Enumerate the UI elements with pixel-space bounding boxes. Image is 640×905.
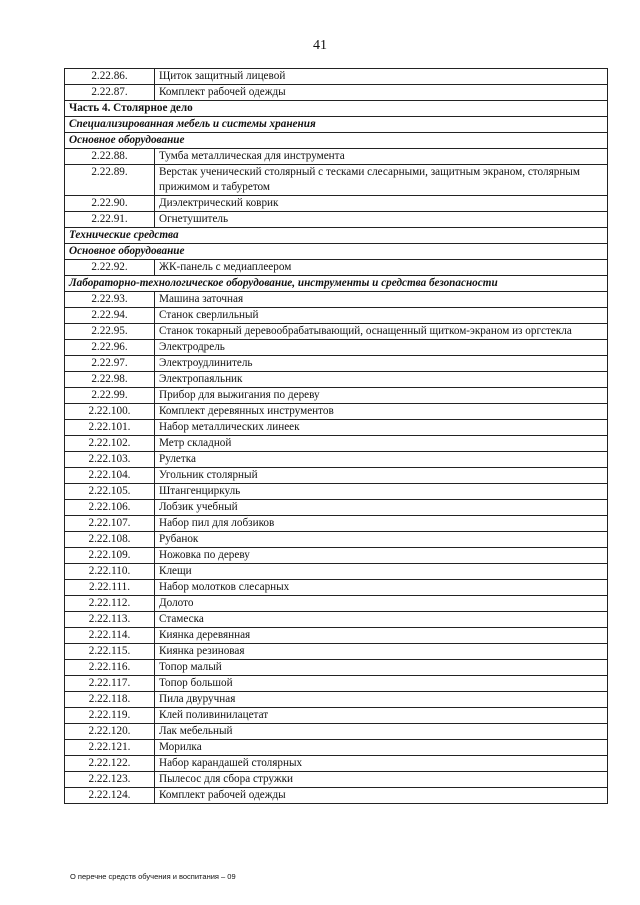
item-name: Комплект деревянных инструментов (155, 404, 608, 420)
item-number: 2.22.100. (65, 404, 155, 420)
table-row (65, 756, 608, 772)
item-name: Электропаяльник (155, 372, 608, 388)
table-row (65, 308, 608, 324)
item-name: Топор большой (155, 676, 608, 692)
item-number: 2.22.118. (65, 692, 155, 708)
footer-note: О перечне средств обучения и воспитания – 09 (70, 872, 236, 881)
item-name: Набор молотков слесарных (155, 580, 608, 596)
table-row (65, 340, 608, 356)
equipment-table (64, 68, 608, 804)
item-number: 2.22.101. (65, 420, 155, 436)
item-name: Щиток защитный лицевой (155, 69, 608, 85)
table-row (65, 500, 608, 516)
item-number: 2.22.123. (65, 772, 155, 788)
item-number: 2.22.121. (65, 740, 155, 756)
item-name: Набор карандашей столярных (155, 756, 608, 772)
table-row (65, 165, 608, 196)
table-row (65, 724, 608, 740)
item-name: Штангенциркуль (155, 484, 608, 500)
item-number: 2.22.97. (65, 356, 155, 372)
item-number: 2.22.109. (65, 548, 155, 564)
item-number: 2.22.110. (65, 564, 155, 580)
subsection-header-row (65, 117, 608, 133)
table-row (65, 468, 608, 484)
table-row (65, 292, 608, 308)
table-row (65, 420, 608, 436)
table-row (65, 612, 608, 628)
subsection-title: Основное оборудование (65, 133, 608, 149)
table-row (65, 85, 608, 101)
equipment-table-body (65, 69, 608, 804)
table-row (65, 484, 608, 500)
item-number: 2.22.122. (65, 756, 155, 772)
item-number: 2.22.89. (65, 165, 155, 196)
item-name: Огнетушитель (155, 212, 608, 228)
item-name: Диэлектрический коврик (155, 196, 608, 212)
table-row (65, 596, 608, 612)
item-number: 2.22.108. (65, 532, 155, 548)
item-number: 2.22.94. (65, 308, 155, 324)
item-name: Станок сверлильный (155, 308, 608, 324)
page-number: 41 (313, 38, 327, 53)
item-number: 2.22.95. (65, 324, 155, 340)
item-number: 2.22.111. (65, 580, 155, 596)
item-number: 2.22.86. (65, 69, 155, 85)
item-number: 2.22.113. (65, 612, 155, 628)
item-number: 2.22.107. (65, 516, 155, 532)
subsection-title: Основное оборудование (65, 244, 608, 260)
subsection-header-row (65, 228, 608, 244)
table-row (65, 564, 608, 580)
table-row (65, 676, 608, 692)
item-name: Электроудлинитель (155, 356, 608, 372)
item-number: 2.22.117. (65, 676, 155, 692)
item-number: 2.22.98. (65, 372, 155, 388)
table-row (65, 708, 608, 724)
item-number: 2.22.119. (65, 708, 155, 724)
item-number: 2.22.124. (65, 788, 155, 804)
item-name: Стамеска (155, 612, 608, 628)
item-number: 2.22.88. (65, 149, 155, 165)
table-row (65, 436, 608, 452)
item-name: Верстак ученический столярный с тесками слесарными, защитным экраном, столярным прижимом и табуретом (155, 165, 608, 196)
table-row (65, 660, 608, 676)
table-row (65, 692, 608, 708)
table-row (65, 372, 608, 388)
item-name: Электродрель (155, 340, 608, 356)
item-name: Прибор для выжигания по дереву (155, 388, 608, 404)
item-number: 2.22.93. (65, 292, 155, 308)
item-name: Пила двуручная (155, 692, 608, 708)
item-name: Комплект рабочей одежды (155, 788, 608, 804)
table-row (65, 580, 608, 596)
table-row (65, 772, 608, 788)
item-name: Комплект рабочей одежды (155, 85, 608, 101)
item-name: Станок токарный деревообрабатывающий, оснащенный щитком-экраном из оргстекла (155, 324, 608, 340)
item-name: ЖК-панель с медиаплеером (155, 260, 608, 276)
item-name: Тумба металлическая для инструмента (155, 149, 608, 165)
item-name: Топор малый (155, 660, 608, 676)
table-row (65, 644, 608, 660)
table-row (65, 260, 608, 276)
item-name: Рулетка (155, 452, 608, 468)
table-row (65, 212, 608, 228)
item-name: Набор пил для лобзиков (155, 516, 608, 532)
item-name: Пылесос для сбора стружки (155, 772, 608, 788)
item-number: 2.22.120. (65, 724, 155, 740)
table-row (65, 388, 608, 404)
table-row (65, 69, 608, 85)
table-row (65, 196, 608, 212)
item-name: Лобзик учебный (155, 500, 608, 516)
table-row (65, 788, 608, 804)
item-name: Ножовка по дереву (155, 548, 608, 564)
section-title: Часть 4. Столярное дело (65, 101, 608, 117)
item-number: 2.22.91. (65, 212, 155, 228)
section-header-row (65, 101, 608, 117)
item-name: Лак мебельный (155, 724, 608, 740)
item-number: 2.22.99. (65, 388, 155, 404)
table-row (65, 740, 608, 756)
table-row (65, 628, 608, 644)
subsection-title: Технические средства (65, 228, 608, 244)
item-name: Долото (155, 596, 608, 612)
subsection-header-row (65, 244, 608, 260)
item-name: Угольник столярный (155, 468, 608, 484)
item-name: Машина заточная (155, 292, 608, 308)
subsection-title: Лабораторно-технологическое оборудование, инструменты и средства безопасности (65, 276, 608, 292)
table-row (65, 356, 608, 372)
item-number: 2.22.96. (65, 340, 155, 356)
item-number: 2.22.87. (65, 85, 155, 101)
item-name: Киянка резиновая (155, 644, 608, 660)
item-number: 2.22.102. (65, 436, 155, 452)
item-number: 2.22.115. (65, 644, 155, 660)
item-name: Морилка (155, 740, 608, 756)
table-row (65, 548, 608, 564)
item-name: Набор металлических линеек (155, 420, 608, 436)
table-row (65, 532, 608, 548)
item-number: 2.22.92. (65, 260, 155, 276)
item-name: Клещи (155, 564, 608, 580)
table-row (65, 404, 608, 420)
table-row (65, 516, 608, 532)
item-number: 2.22.106. (65, 500, 155, 516)
item-number: 2.22.90. (65, 196, 155, 212)
table-row (65, 149, 608, 165)
table-row (65, 324, 608, 340)
item-number: 2.22.104. (65, 468, 155, 484)
item-name: Рубанок (155, 532, 608, 548)
item-name: Клей поливинилацетат (155, 708, 608, 724)
item-number: 2.22.112. (65, 596, 155, 612)
item-name: Метр складной (155, 436, 608, 452)
subsection-header-row (65, 133, 608, 149)
subsection-header-row (65, 276, 608, 292)
subsection-title: Специализированная мебель и системы хранения (65, 117, 608, 133)
item-number: 2.22.116. (65, 660, 155, 676)
item-number: 2.22.103. (65, 452, 155, 468)
item-number: 2.22.114. (65, 628, 155, 644)
item-name: Киянка деревянная (155, 628, 608, 644)
item-number: 2.22.105. (65, 484, 155, 500)
table-row (65, 452, 608, 468)
